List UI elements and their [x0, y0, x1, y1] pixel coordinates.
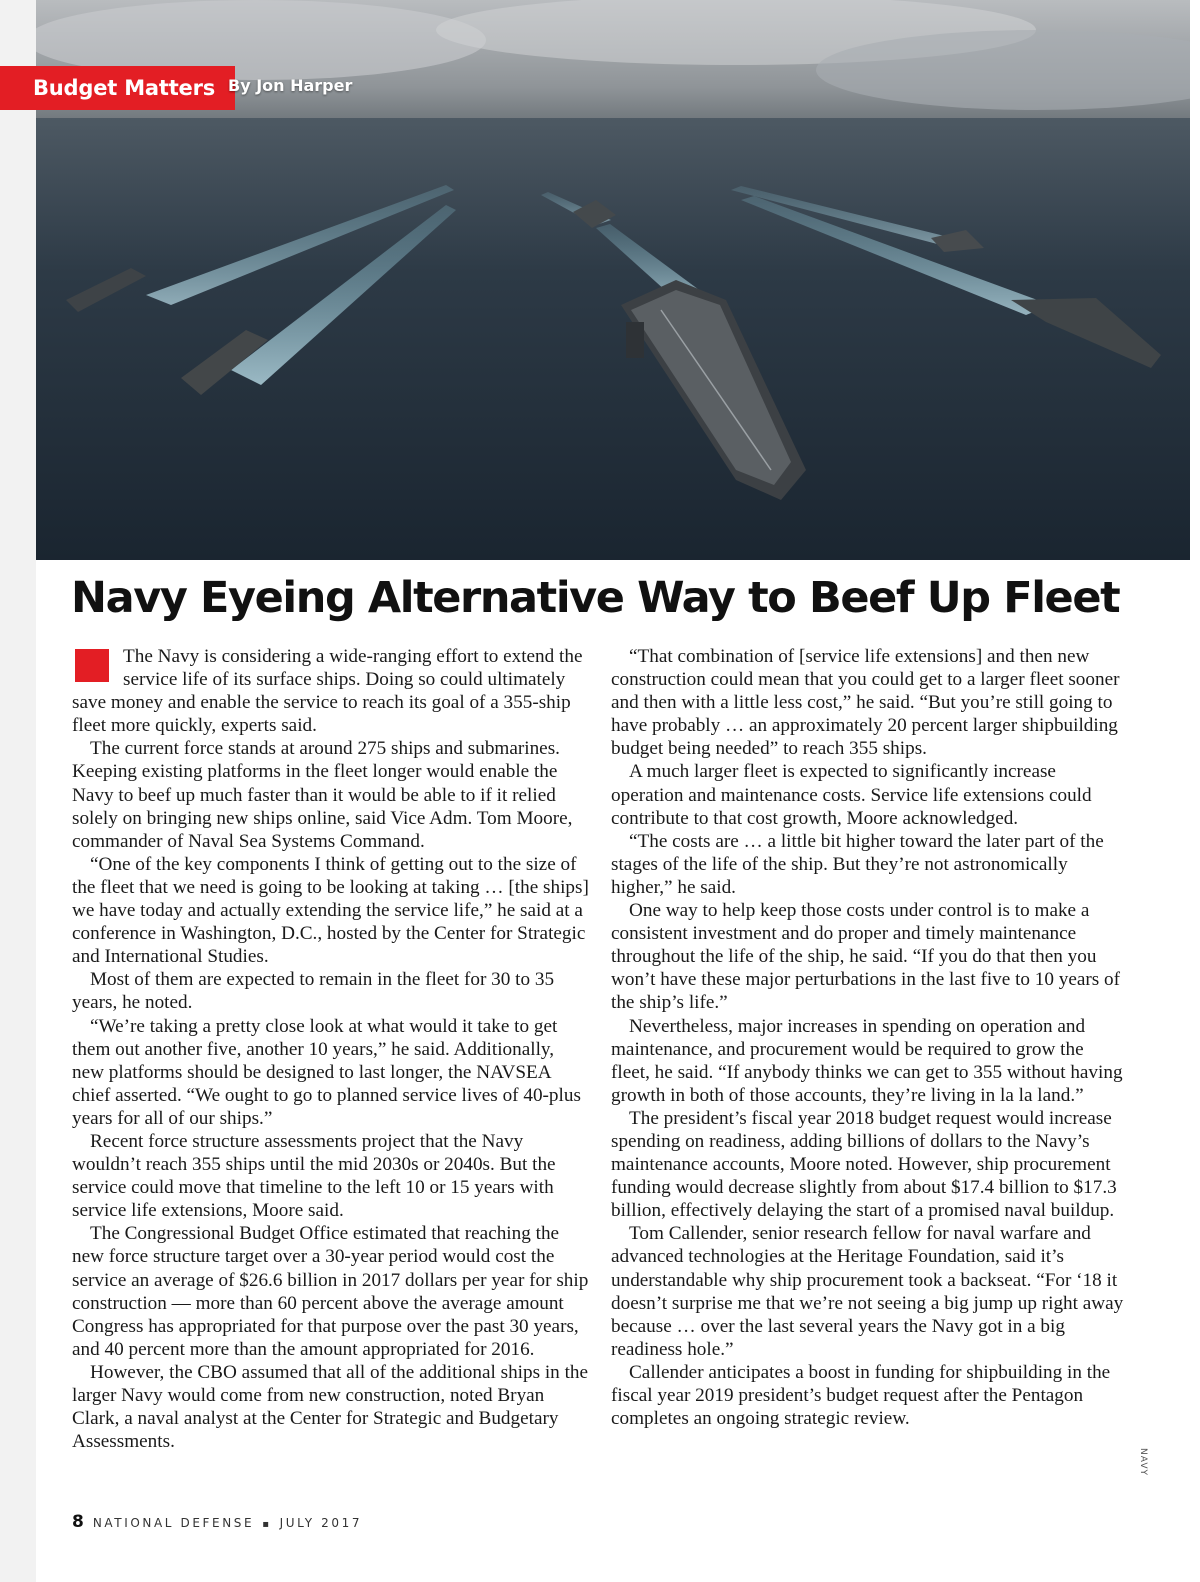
byline: By Jon Harper: [228, 76, 353, 95]
paragraph: The president’s fiscal year 2018 budget request would increase spending on readiness, adding billions of dollars to the Navy’s maintenance accounts, Moore noted. However, ship procurement funding would decrease slightly from about $17.4 billion to $17.3 billion, effectively delaying the start of a promised naval buildup.: [611, 1107, 1117, 1222]
photo-credit: NAVY: [1138, 1448, 1148, 1476]
paragraph: One way to help keep those costs under control is to make a consistent investment and do proper and timely maintenance throughout the life of the ship, he said. “If you do that then you won’t have these major perturbations in the last five to 10 years of the ship’s life.”: [611, 900, 1121, 1014]
page-gutter: [0, 0, 36, 1582]
article-headline: Navy Eyeing Alternative Way to Beef Up Fleet: [71, 573, 1120, 623]
page-footer: [72, 1512, 362, 1532]
page-number: 8: [72, 1512, 84, 1532]
paragraph: Callender anticipates a boost in funding for shipbuilding in the fiscal year 2019 president’s budget request after the Pentagon completes an ongoing strategic review.: [611, 1361, 1111, 1430]
paragraph: Nevertheless, major increases in spending on operation and maintenance, and procurement would be required to grow the fleet, he said. “If anybody thinks we can get to 355 without having growth in both of those accounts, they’re living in la la land.”: [611, 1015, 1123, 1106]
paragraph: Most of them are expected to remain in the fleet for 30 to 35 years, he noted.: [72, 969, 555, 1014]
footer-separator: ▪: [262, 1519, 272, 1530]
section-tag: [0, 66, 235, 110]
article-column-left: [72, 645, 590, 1453]
paragraph: “The costs are … a little bit higher toward the later part of the stages of the life of the ship. But they’re not astronomically higher,” he said.: [611, 830, 1104, 898]
paragraph: The current force stands at around 275 ships and submarines. Keeping existing platforms in the fleet longer would enable the Navy to beef up much faster than it would be able to if it relied solely on bringing new ships online, said Vice Adm. Tom Moore, commander of Naval Sea Systems Command.: [72, 738, 573, 852]
publication-name: NATIONAL DEFENSE: [92, 1516, 255, 1530]
article-column-right: [611, 645, 1127, 1430]
section-label: Budget Matters: [33, 76, 216, 100]
paragraph: The Congressional Budget Office estimated that reaching the new force structure target over a 30-year period would cost the service an average of $26.6 billion in 2017 dollars per year for ship construction — more than 60 percent above the average amount Congress has appropriated for that purpose over the past 30 years, and 40 percent more than the amount appropriated for 2016.: [72, 1223, 589, 1360]
paragraph: A much larger fleet is expected to significantly increase operation and maintenance costs. Service life extensions could contribute to that cost growth, Moore acknowledged.: [611, 761, 1092, 829]
drop-cap-square: [75, 649, 109, 682]
paragraph: The Navy is considering a wide-ranging effort to extend the service life of its surface ships. Doing so could ultimately save money and enable the service to reach its goal of a 355-ship fleet more quickly, experts said.: [72, 646, 583, 737]
paragraph: Recent force structure assessments project that the Navy wouldn’t reach 355 ships until the mid 2030s or 2040s. But the service could move that timeline to the left 10 or 15 years with service life extensions, Moore said.: [72, 1130, 556, 1222]
issue-date: JULY 2017: [279, 1516, 363, 1530]
paragraph: “One of the key components I think of getting out to the size of the fleet that we need is going to be looking at taking … [the ships] we have today and actually extending the service life,” he said at a conference in Washington, D.C., hosted by the Center for Strategic and International Studies.: [72, 853, 589, 968]
paragraph: However, the CBO assumed that all of the additional ships in the larger Navy would come from new construction, noted Bryan Clark, a naval analyst at the Center for Strategic and Budgetary Assessments.: [72, 1361, 589, 1453]
paragraph: “That combination of [service life extensions] and then new construction could mean that you could get to a larger fleet sooner and then with a little less cost,” he said. “But you’re still going to have probably … an approximately 20 percent larger shipbuilding budget being needed” to reach 355 ships.: [611, 646, 1120, 760]
paragraph: Tom Callender, senior research fellow for naval warfare and advanced technologies at the Heritage Foundation, said it’s understandable why ship procurement took a backseat. “For ‘18 it doesn’t surprise me that we’re not seeing a big jump up right away because … over the last several years the Navy got in a big readiness hole.”: [611, 1223, 1124, 1360]
paragraph: “We’re taking a pretty close look at what would it take to get them out another five, another 10 years,” he said. Additionally, new platforms should be designed to last longer, the NAVSEA chief asserted. “We ought to go to planned service lives of 40-plus years for all of our ships.”: [72, 1015, 581, 1129]
